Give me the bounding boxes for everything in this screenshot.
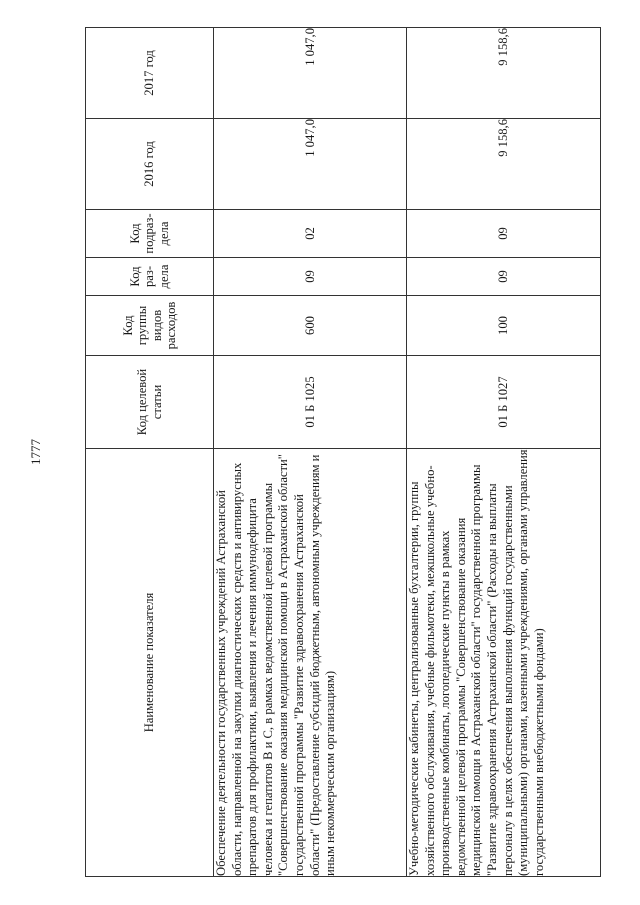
row-year-2017: 1 047,0 bbox=[214, 28, 407, 119]
header-year-2016: 2016 год bbox=[86, 119, 214, 210]
header-expense-group: Код группы видов расходов bbox=[86, 296, 214, 356]
budget-table bbox=[85, 27, 601, 877]
row-expense-group: 100 bbox=[407, 296, 601, 356]
table-row bbox=[214, 28, 407, 877]
row-section: 09 bbox=[214, 258, 407, 296]
row-target-article: 01 Б 1027 bbox=[407, 356, 601, 449]
row-subsection: 09 bbox=[407, 210, 601, 258]
row-name: Учебно-методические кабинеты, централизованные бухгалтерии, группы хозяйственного обслуживания, учебные фильмотеки, межшкольные учебно-производственные комбинаты, логопедические пункты в рамках ведомственной целевой программы "Совершенствование оказания медицинской помощи в Астраханской области" государственной программы "Развитие здравоохранения Астраханской области" (Расходы на выплаты персоналу в целях обеспечения выполнения функций государственными (муниципальными) органами, казенными учреждениями, органами управления государственными внебюджетными фондами) bbox=[407, 449, 601, 877]
row-year-2016: 1 047,0 bbox=[214, 119, 407, 210]
header-name: Наименование показателя bbox=[86, 449, 214, 877]
table-header-row bbox=[86, 28, 214, 877]
header-target-article: Код целевой статьи bbox=[86, 356, 214, 449]
row-section: 09 bbox=[407, 258, 601, 296]
row-year-2017: 9 158,6 bbox=[407, 28, 601, 119]
rotated-table-container bbox=[85, 27, 600, 877]
row-name: Обеспечение деятельности государственных учреждений Астраханской области, направленной на закупки диагностических средств и антивирусных препаратов для профилактики, выявления и лечения иммунодефицита человека и гепатитов В и С, в рамках ведомственной целевой программы "Совершенствование оказания медицинской помощи в Астраханской области" государственной программы "Развитие здравоохранения Астраханской области" (Предоставление субсидий бюджетным, автономным учреждениям и иным некоммерческим организациям) bbox=[214, 449, 407, 877]
row-expense-group: 600 bbox=[214, 296, 407, 356]
row-year-2016: 9 158,6 bbox=[407, 119, 601, 210]
row-target-article: 01 Б 1025 bbox=[214, 356, 407, 449]
page-number-text: 1777 bbox=[28, 439, 43, 465]
row-subsection: 02 bbox=[214, 210, 407, 258]
table-row bbox=[407, 28, 601, 877]
header-year-2017: 2017 год bbox=[86, 28, 214, 119]
header-section: Код раз-дела bbox=[86, 258, 214, 296]
header-subsection: Код подраз-дела bbox=[86, 210, 214, 258]
